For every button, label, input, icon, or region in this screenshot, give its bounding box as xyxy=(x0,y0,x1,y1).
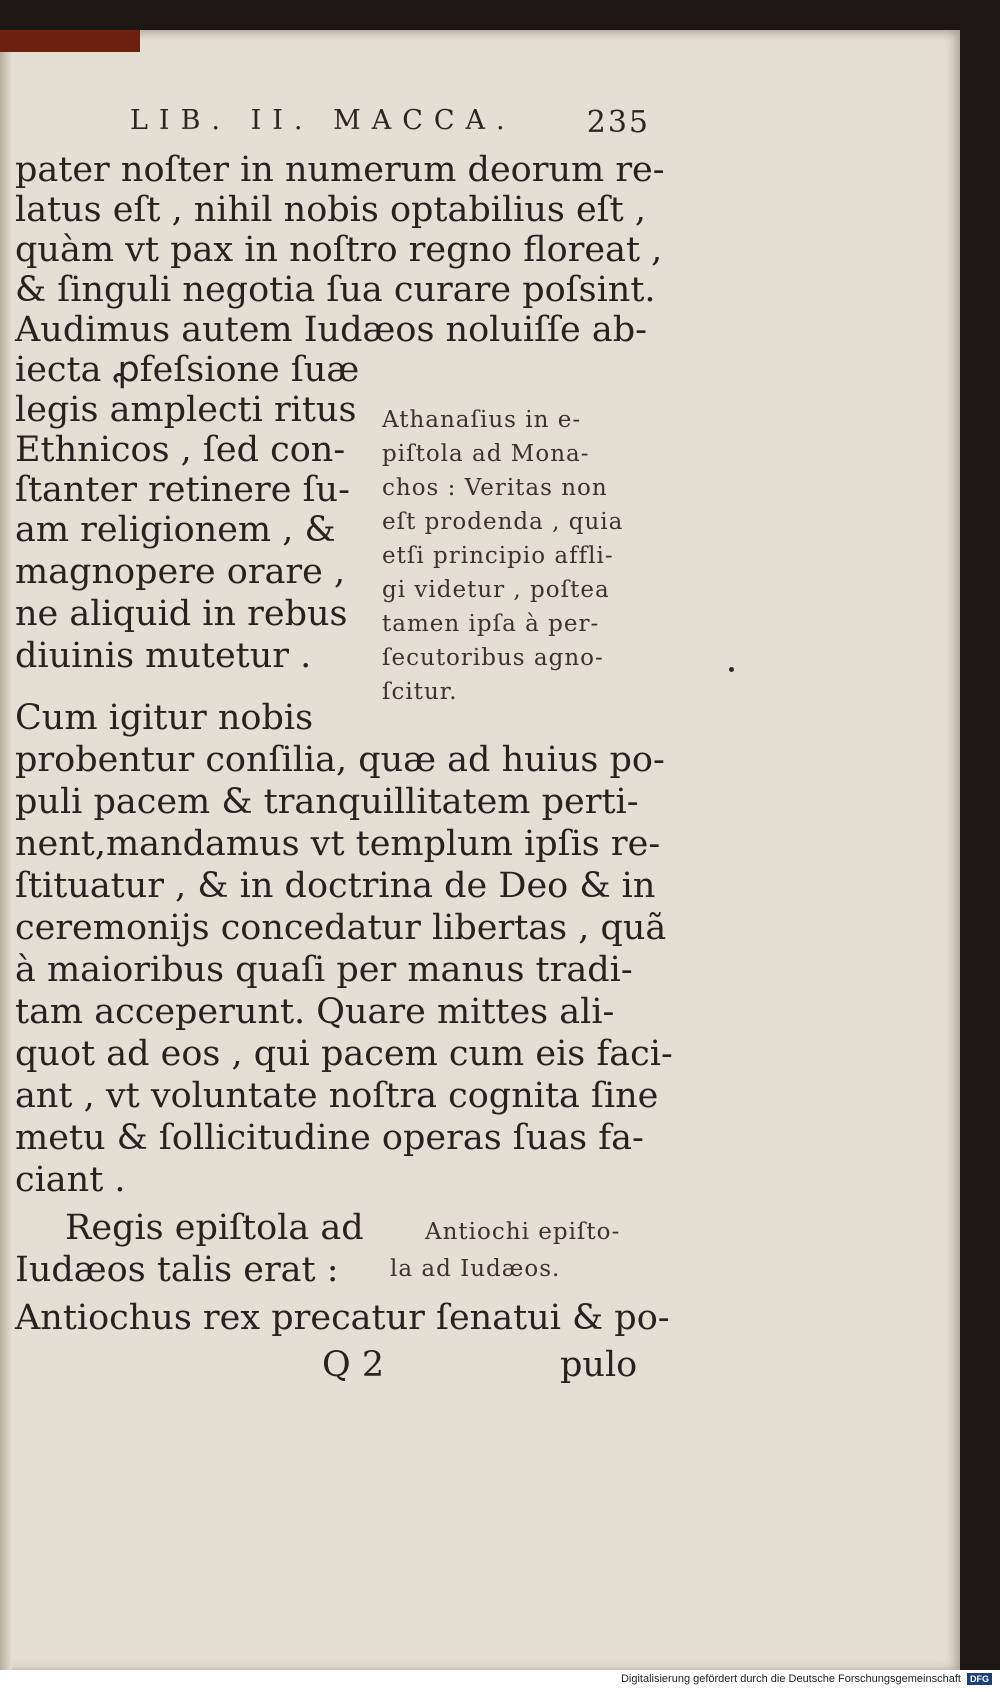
text-line: legis amplecti ritus xyxy=(15,390,357,430)
marginal-note-line: gi videtur , poſtea xyxy=(382,577,610,603)
text-line: metu & ſollicitudine operas ſuas fa- xyxy=(15,1118,644,1158)
text-line: am religionem , & xyxy=(15,510,336,550)
text-line: quot ad eos , qui pacem cum eis faci- xyxy=(15,1034,673,1074)
text-line: ne aliquid in rebus xyxy=(15,594,348,634)
ink-speck xyxy=(729,667,734,672)
text-line: & ſinguli negotia ſua curare poſsint. xyxy=(15,270,656,310)
text-line: quàm vt pax in noſtro regno floreat , xyxy=(15,230,663,270)
marginal-note-line: piſtola ad Mona- xyxy=(382,441,590,467)
page-number: 235 xyxy=(586,105,650,140)
text-line: latus eſt , nihil nobis optabilius eſt , xyxy=(15,190,646,230)
text-line: magnopere orare , xyxy=(15,552,346,592)
text-line: pater noſter in numerum deorum re- xyxy=(15,150,665,190)
marginal-note-line: chos : Veritas non xyxy=(382,475,608,501)
credit-text: Digitalisierung gefördert durch die Deutsche Forschungsgemeinschaft xyxy=(620,1673,961,1685)
catchword: pulo xyxy=(560,1345,638,1385)
text-line: diuinis mutetur . xyxy=(15,636,312,676)
marginal-note-line: Athanaſius in e- xyxy=(382,407,582,433)
marginal-note-line: ſecutoribus agno- xyxy=(382,645,604,671)
text-line: tam acceperunt. Quare mittes ali- xyxy=(15,992,615,1032)
marginal-note-line: Antiochi epiſto- xyxy=(425,1219,621,1245)
marginal-note-line: eſt prodenda , quia xyxy=(382,509,624,535)
text-line: Regis epiſtola ad xyxy=(65,1208,364,1248)
binding-tab xyxy=(0,30,140,52)
text-line: à maioribus quaſi per manus tradi- xyxy=(15,950,633,990)
text-line: Audimus autem Iudæos noluiſſe ab- xyxy=(15,310,647,350)
text-line: Cum igitur nobis xyxy=(15,698,314,738)
text-line: probentur conſilia, quæ ad huius po- xyxy=(15,740,665,780)
marginal-note-line: tamen ipſa à per- xyxy=(382,611,600,637)
dfg-logo: DFG xyxy=(967,1673,992,1685)
text-line: ceremonijs concedatur libertas , quã xyxy=(15,908,667,948)
signature-mark: Q 2 xyxy=(322,1345,385,1385)
text-line: ſtanter retinere ſu- xyxy=(15,470,350,510)
running-title: LIB. II. MACCA. xyxy=(130,105,516,136)
text-line: ant , vt voluntate noſtra cognita ſine xyxy=(15,1076,659,1116)
text-line: puli pacem & tranquillitatem perti- xyxy=(15,782,639,822)
text-line: ſtituatur , & in doctrina de Deo & in xyxy=(15,866,656,906)
marginal-note-line: la ad Iudæos. xyxy=(390,1256,561,1282)
text-line: Iudæos talis erat : xyxy=(15,1250,339,1290)
text-line: nent,mandamus vt templum ipſis re- xyxy=(15,824,661,864)
text-line: ciant . xyxy=(15,1160,126,1200)
digitization-credit xyxy=(621,1673,992,1685)
marginal-note-line: ſcitur. xyxy=(382,679,458,705)
marginal-note-line: etſi principio affli- xyxy=(382,543,614,569)
text-line: Ethnicos , ſed con- xyxy=(15,430,346,470)
page-spine-edge xyxy=(0,30,12,1670)
text-line: Antiochus rex precatur ſenatui & po- xyxy=(15,1298,670,1338)
running-header xyxy=(130,105,650,145)
text-line: iecta ꝓfeſsione ſuæ xyxy=(15,350,360,390)
